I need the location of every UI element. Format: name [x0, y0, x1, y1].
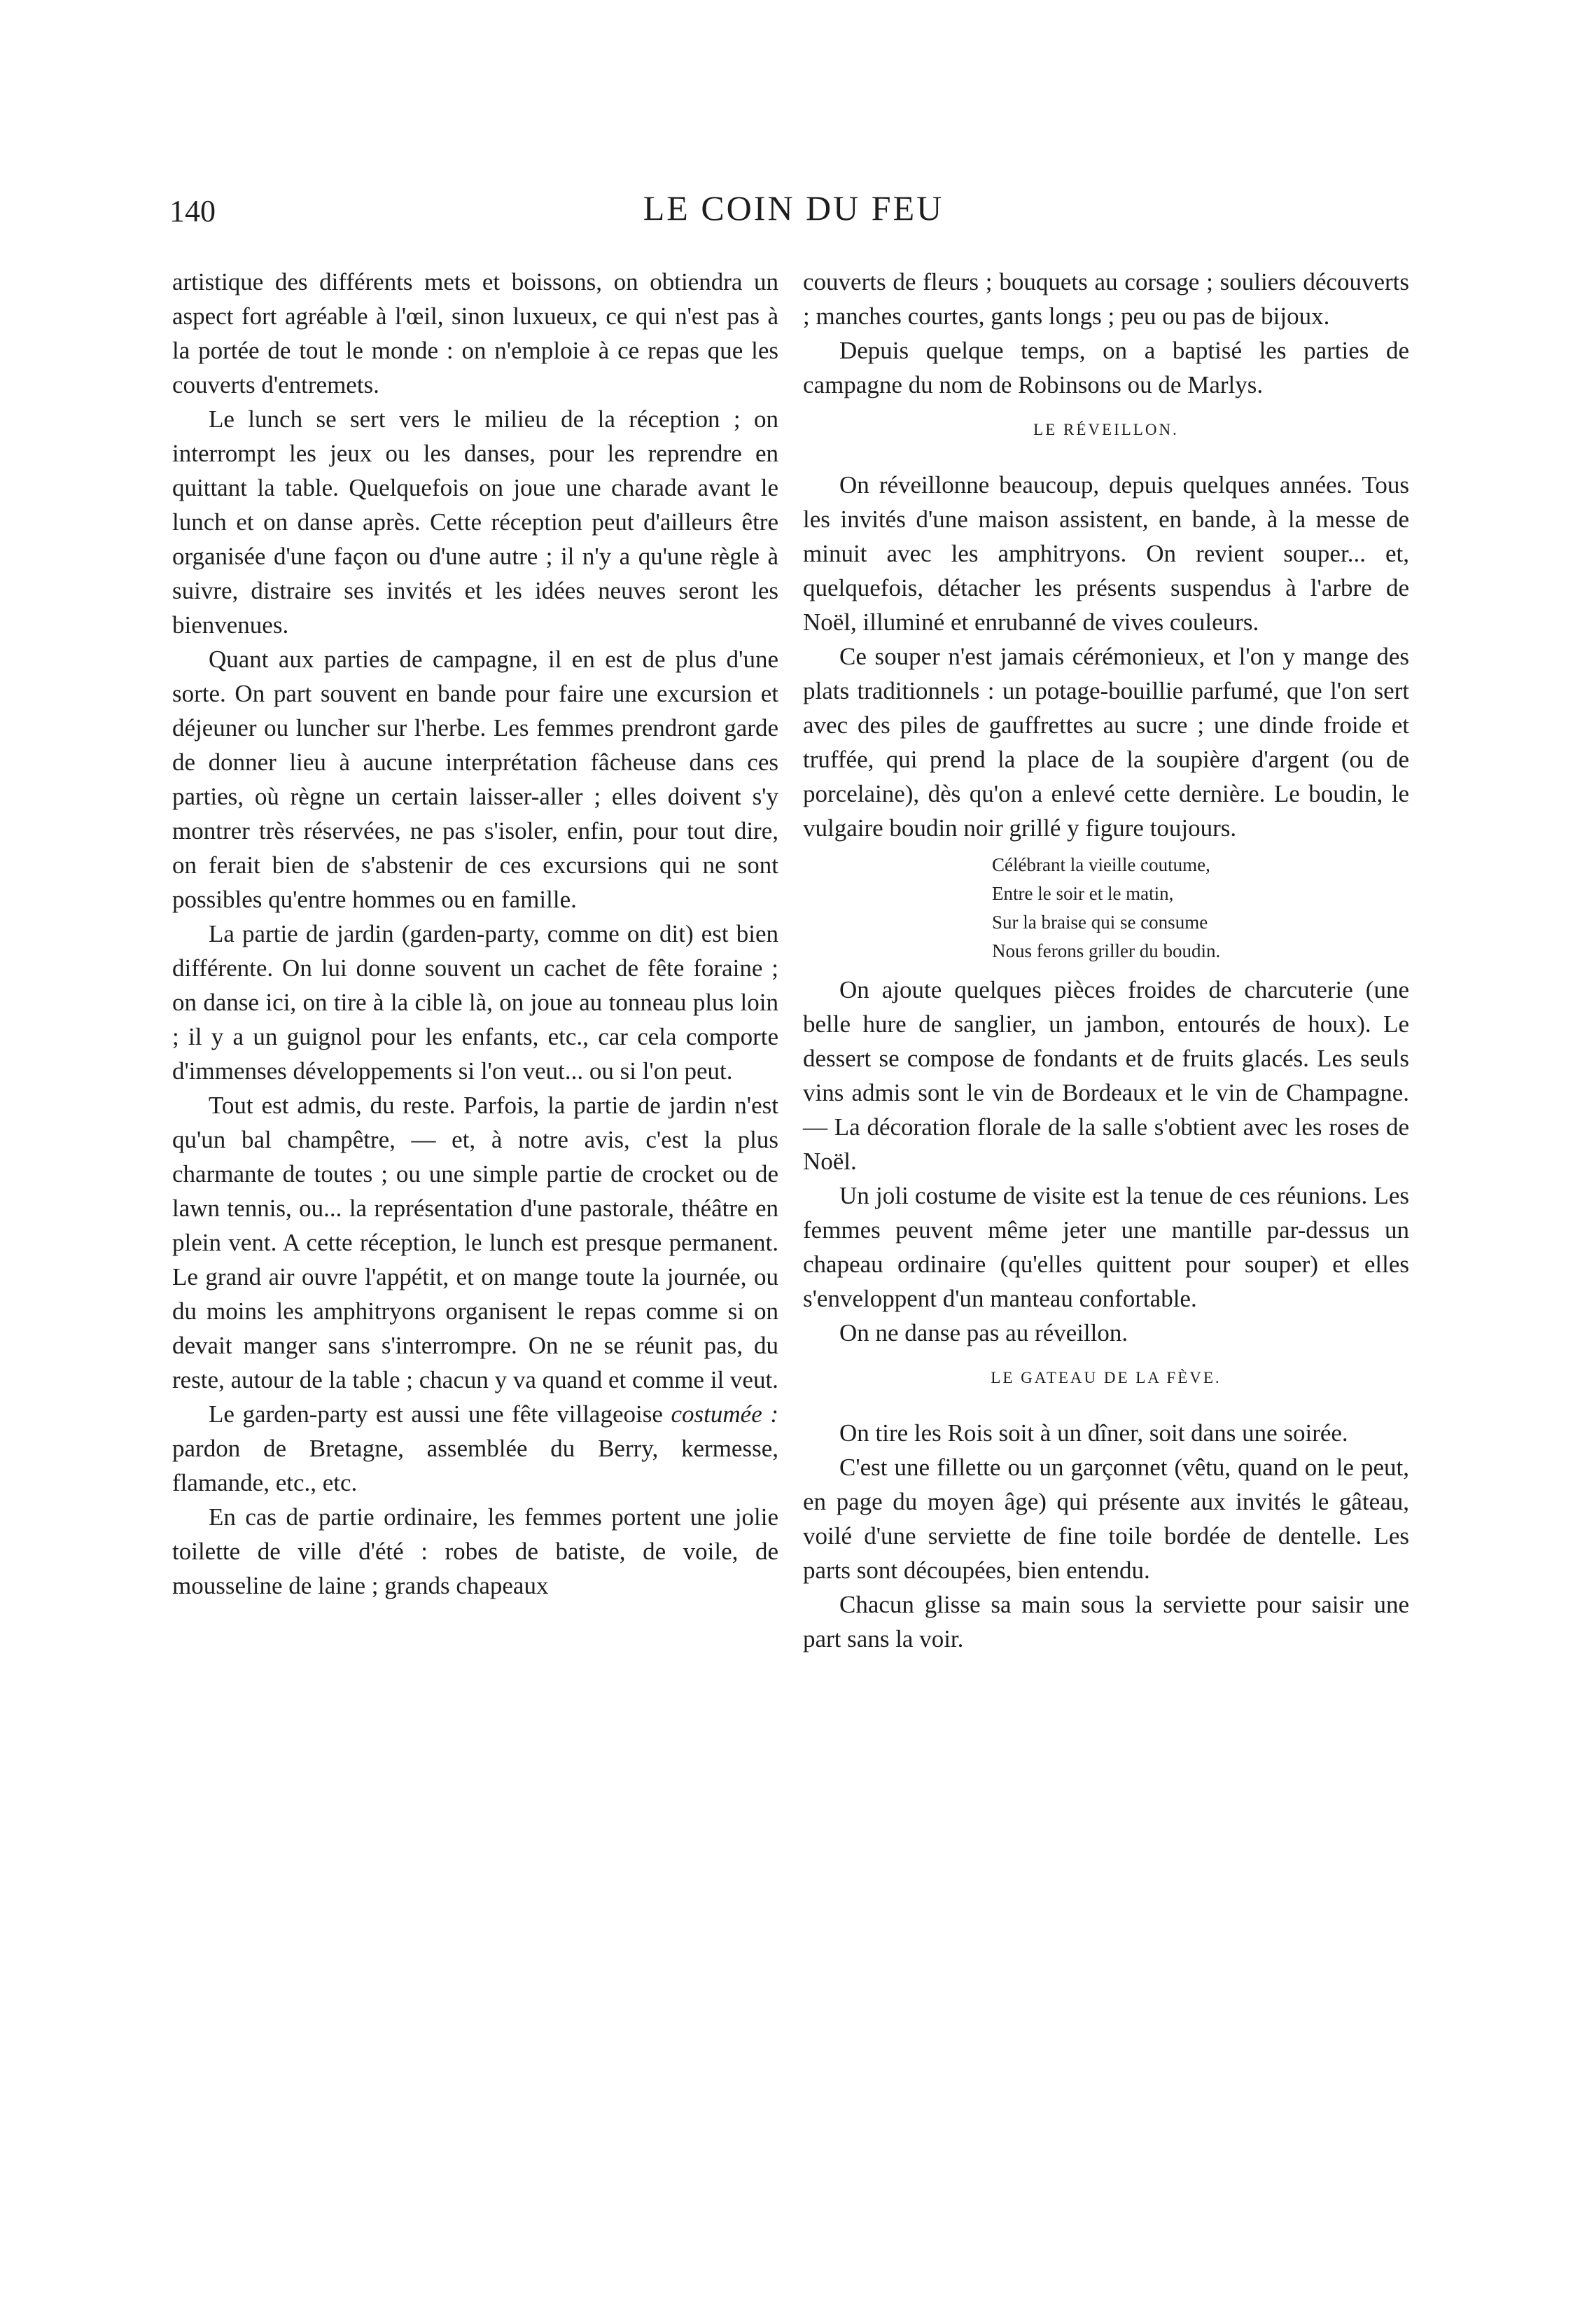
text-run: Le garden-party est aussi une fête villageoise — [209, 1400, 663, 1428]
section-heading-reveillon: LE RÉVEILLON. — [1033, 421, 1179, 438]
paragraph: Le lunch se sert vers le milieu de la réception ; on interrompt les jeux ou les danses, pour les reprendre en quittant la table. Quelquefois on joue une charade avant le lunch et on danse après. Cette réception peut d'ailleurs être organisée d'une façon ou d'une autre ; il n'y a qu'une règle à suivre, distraire ses invités et les idées neuves seront les bienvenues. — [172, 405, 778, 639]
emphasis: costumée : — [671, 1400, 778, 1428]
right-column — [803, 265, 1409, 1656]
paragraph: Depuis quelque temps, on a baptisé les parties de campagne du nom de Robinsons ou de Marlys. — [803, 337, 1409, 398]
paragraph: Ce souper n'est jamais cérémonieux, et l'on y mange des plats traditionnels : un potage-bouillie parfumé, que l'on sert avec des piles de gauffrettes au sucre ; une dinde froide et truffée, qui prend la place de la soupière d'argent (ou de porcelaine), dès qu'on a enlevé cette dernière. Le boudin, le vulgaire boudin noir grillé y figure toujours. — [803, 643, 1409, 842]
paragraph: On ne danse pas au réveillon. — [839, 1319, 1128, 1347]
verse-line: Célébrant la vieille coutume, — [992, 854, 1210, 875]
paragraph: artistique des différents mets et boissons, on obtiendra un aspect fort agréable à l'œil, sinon luxueux, ce qui n'est pas à la portée de tout le monde : on n'emploie à ce repas que les couverts d'entremets. — [172, 268, 778, 398]
paragraph: Chacun glisse sa main sous la serviette pour saisir une part sans la voir. — [803, 1591, 1409, 1652]
text-run: pardon de Bretagne, assemblée du Berry, kermesse, flamande, etc., etc. — [172, 1435, 778, 1496]
page-header — [0, 188, 1587, 244]
running-head: LE COIN DU FEU — [643, 188, 944, 228]
paragraph — [172, 1397, 778, 1500]
paragraph: On tire les Rois soit à un dîner, soit dans une soirée. — [839, 1419, 1348, 1447]
page-number: 140 — [169, 194, 216, 228]
paragraph: Quant aux parties de campagne, il en est de plus d'une sorte. On part souvent en bande pour faire une excursion et déjeuner ou luncher sur l'herbe. Les femmes prendront garde de donner lieu à aucune interprétation fâcheuse dans ces parties, où règne un certain laisser-aller ; elles doivent s'y montrer très réservées, ne pas s'isoler, enfin, pour tout dire, on ferait bien de s'abstenir de ces excursions qui ne sont possibles qu'entre hommes ou en famille. — [172, 646, 778, 913]
verse-line: Entre le soir et le matin, — [992, 883, 1174, 904]
verse-block — [992, 851, 1409, 966]
paragraph: couverts de fleurs ; bouquets au corsage ; souliers découverts ; manches courtes, gants longs ; peu ou pas de bijoux. — [803, 268, 1409, 330]
paragraph: En cas de partie ordinaire, les femmes portent une jolie toilette de ville d'été : robes de batiste, de voile, de mousseline de laine ; grands chapeaux — [172, 1503, 778, 1599]
paragraph: Tout est admis, du reste. Parfois, la partie de jardin n'est qu'un bal champêtre, — et, à notre avis, c'est la plus charmante de toutes ; ou une simple partie de crocket ou de lawn tennis, ou... la représentation d'une pastorale, théâtre en plein vent. A cette réception, le lunch est presque permanent. Le grand air ouvre l'appétit, et on mange toute la journée, ou du moins les amphitryons organisent le repas comme si on devait manger sans s'interrompre. On ne se réunit pas, du reste, autour de la table ; chacun y va quand et comme il veut. — [172, 1092, 778, 1393]
section-heading-gateau: LE GATEAU DE LA FÈVE. — [991, 1369, 1222, 1386]
verse-line: Nous ferons griller du boudin. — [992, 940, 1221, 961]
verse-line: Sur la braise qui se consume — [992, 912, 1208, 933]
paragraph: La partie de jardin (garden-party, comme on dit) est bien différente. On lui donne souvent un cachet de fête foraine ; on danse ici, on tire à la cible là, on joue au tonneau plus loin ; il y a un guignol pour les enfants, etc., car cela comporte d'immenses développements si l'on veut... ou si l'on peut. — [172, 920, 778, 1085]
left-column — [172, 265, 778, 1603]
paragraph: Un joli costume de visite est la tenue de ces réunions. Les femmes peuvent même jeter une mantille par-dessus un chapeau ordinaire (qu'elles quittent pour souper) et elles s'enveloppent d'un manteau confortable. — [803, 1182, 1409, 1312]
paragraph: On ajoute quelques pièces froides de charcuterie (une belle hure de sanglier, un jambon, entourés de houx). Le dessert se compose de fondants et de fruits glacés. Les seuls vins admis sont le vin de Bordeaux et le vin de Champagne.— La décoration florale de la salle s'obtient avec les roses de Noël. — [803, 976, 1409, 1175]
paragraph: On réveillonne beaucoup, depuis quelques années. Tous les invités d'une maison assistent, en bande, à la messe de minuit avec les amphitryons. On revient souper... et, quelquefois, détacher les présents suspendus à l'arbre de Noël, illuminé et enrubanné de vives couleurs. — [803, 471, 1409, 636]
paragraph: C'est une fillette ou un garçonnet (vêtu, quand on le peut, en page du moyen âge) qui présente aux invités le gâteau, voilé d'une serviette de fine toile bordée de dentelle. Les parts sont découpées, bien entendu. — [803, 1454, 1409, 1584]
